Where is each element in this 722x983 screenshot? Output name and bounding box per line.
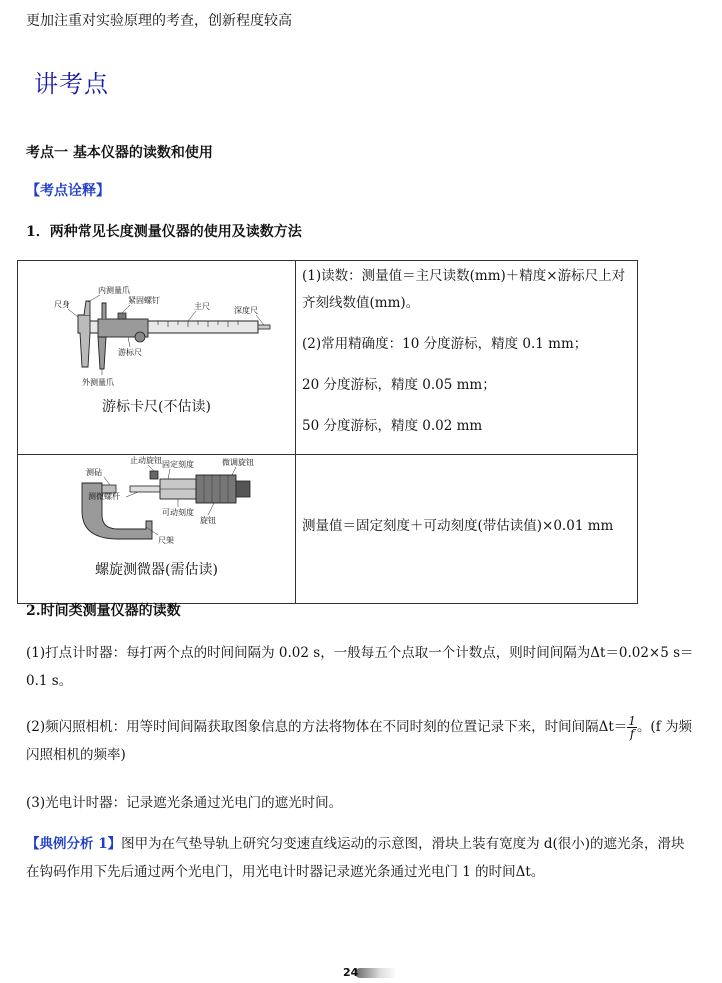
fraction-1-over-f: $\frac{1}{f}$ (628, 714, 636, 741)
label-frame: 尺架 (158, 536, 174, 545)
para-strobe-camera (26, 713, 698, 769)
vernier-caliper-figure (18, 275, 295, 395)
quanshi-label: 【考点诠释】 (26, 183, 110, 199)
label-main-scale: 主尺 (194, 302, 210, 311)
strobe-text-before: (2)频闪照相机：用等时间间隔获取图象信息的方法将物体在不同时刻的位置记录下来，时间间隔Δt＝ (26, 719, 628, 735)
page-number: 24 (343, 966, 359, 979)
subheading-1: 1．两种常见长度测量仪器的使用及读数方法 (26, 224, 302, 240)
label-vernier: 游标尺 (118, 348, 142, 357)
kaodian-title: 考点一 基本仪器的读数和使用 (26, 145, 213, 161)
vernier-line-2: (2)常用精确度：10 分度游标，精度 0.1 mm； (302, 336, 588, 352)
para-photogate: (3)光电计时器：记录遮光条通过光电门的遮光时间。 (26, 795, 343, 811)
vernier-caption: 游标卡尺(不估读) (102, 399, 211, 415)
label-inner-jaw: 内测量爪 (98, 286, 130, 295)
label-outer-jaw: 外测量爪 (82, 378, 114, 387)
label-micro-knob: 微调旋钮 (222, 458, 254, 467)
vernier-line-4: 50 分度游标，精度 0.02 mm (302, 418, 483, 434)
label-lock-screw: 紧固螺钉 (128, 296, 160, 305)
example-tag: 【典例分析 1】 (26, 836, 122, 852)
para-dot-timer: (1)打点计时器：每打两个点的时间间隔为 0.02 s，一般每五个点取一个计数点，则时间间隔为Δt＝0.02×5 s＝0.1 s。 (26, 645, 694, 689)
section-title: 讲考点 (34, 70, 109, 98)
micrometer-text: 测量值＝固定刻度＋可动刻度(带估读值)×0.01 mm (302, 517, 614, 534)
example-text: 图甲为在气垫导轨上研究匀变速直线运动的示意图，滑块上装有宽度为 d(很小)的遮光条，滑块在钩码作用下先后通过两个光电门，用光电计时器记录遮光条通过光电门 1 的时间Δt。 (26, 836, 685, 880)
vernier-line-1: (1)读数：测量值＝主尺读数(mm)＋精度×游标尺上对齐刻线数值(mm)。 (302, 268, 626, 311)
micrometer-caption: 螺旋测微器(需估读) (95, 562, 218, 578)
micrometer-figure (18, 455, 295, 550)
label-spindle: 测微螺杆 (88, 492, 120, 501)
table-row-vernier (18, 261, 638, 455)
label-anvil: 测砧 (86, 468, 102, 477)
table-row-micrometer (18, 455, 638, 604)
label-stop-knob: 止动旋钮 (130, 456, 162, 465)
page-number-decoration (355, 968, 397, 978)
subheading-2: 2.时间类测量仪器的读数 (26, 603, 181, 619)
instrument-table (17, 260, 638, 604)
label-thimble: 旋钮 (200, 516, 216, 525)
label-movable-scale: 可动刻度 (162, 508, 194, 517)
example-paragraph (26, 830, 698, 886)
strobe-text-after: 。(f 为频闪照相机的频率) (26, 719, 692, 763)
vernier-line-3: 20 分度游标，精度 0.05 mm； (302, 377, 496, 393)
header-note: 更加注重对实验原理的考查，创新程度较高 (26, 13, 292, 29)
vernier-text-cell (296, 261, 638, 455)
micrometer-text-cell (296, 455, 638, 604)
label-ruler-body: 尺身 (54, 300, 70, 309)
label-depth-rod: 深度尺 (234, 306, 258, 315)
micrometer-cell (18, 455, 296, 604)
label-fixed-scale: 固定刻度 (162, 460, 194, 469)
vernier-cell (18, 261, 296, 455)
